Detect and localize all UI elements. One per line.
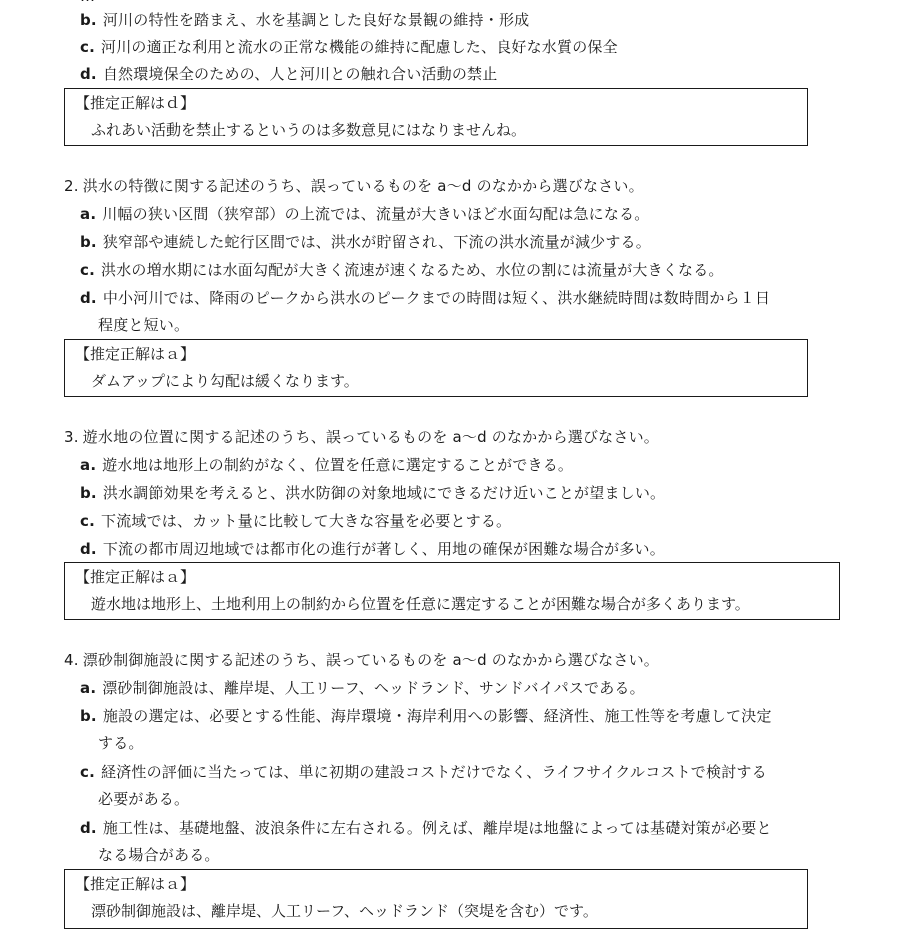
option-text: 河川の特性を踏まえ、水を基調とした良好な景観の維持・形成	[102, 11, 530, 29]
option-letter: c.	[80, 512, 95, 530]
q4-option-a	[80, 679, 645, 697]
answer-text: 漂砂制御施設は、離岸堤、人工リーフ、ヘッドランド（突堤を含む）です。	[91, 902, 598, 920]
option-text: 下流の都市周辺地域では都市化の進行が著しく、用地の確保が困難な場合が多い。	[102, 540, 665, 558]
option-text: 施工性は、基礎地盤、波浪条件に左右される。例えば、離岸堤は地盤によっては基礎対策が必要と	[102, 819, 772, 837]
option-text: 遊水地は地形上の制約がなく、位置を任意に選定することができる。	[102, 456, 574, 474]
question-number: 3.	[64, 428, 79, 446]
option-letter: b.	[80, 11, 97, 29]
answer-title: 【推定正解はａ】	[75, 345, 196, 363]
option-letter: b.	[80, 707, 97, 725]
option-text: 漂砂制御施設は、離岸堤、人工リーフ、ヘッドランド、サンドバイパスである。	[102, 679, 645, 697]
q4-option-d-continuation: なる場合がある。	[98, 846, 220, 864]
q1-answer-box	[64, 88, 808, 146]
q2-answer-box	[64, 339, 808, 397]
q2-question	[64, 177, 644, 195]
q4-option-c	[80, 763, 767, 781]
option-letter: d.	[80, 289, 97, 307]
option-letter: c.	[80, 261, 95, 279]
option-text: 河川の適正な利用と流水の正常な機能の維持に配慮した、良好な水質の保全	[101, 38, 618, 56]
q3-option-b	[80, 484, 665, 502]
q3-question	[64, 428, 659, 446]
option-letter: d.	[80, 540, 97, 558]
q1-option-d	[80, 65, 497, 83]
option-text: 経済性の評価に当たっては、単に初期の建設コストだけでなく、ライフサイクルコストで検討する	[101, 763, 767, 781]
q3-answer-box	[64, 562, 840, 620]
option-letter: b.	[80, 484, 97, 502]
q3-option-a	[80, 456, 573, 474]
q2-option-b	[80, 233, 651, 251]
option-letter: a.	[80, 679, 97, 697]
answer-text: ダムアップにより勾配は緩くなります。	[91, 372, 359, 390]
q3-option-d	[80, 540, 665, 558]
answer-title: 【推定正解はｄ】	[75, 94, 196, 112]
q4-option-c-continuation: 必要がある。	[98, 790, 190, 808]
option-letter: d.	[80, 65, 97, 83]
option-letter: c.	[80, 763, 95, 781]
option-letter: a.	[80, 205, 97, 223]
option-text: 川幅の狭い区間（狭窄部）の上流では、流量が大きいほど水面勾配は急になる。	[102, 205, 650, 223]
q2-option-d	[80, 289, 770, 307]
answer-text: 遊水地は地形上、土地利用上の制約から位置を任意に選定することが困難な場合が多くあります。	[91, 595, 750, 613]
option-letter: d.	[80, 819, 97, 837]
answer-title: 【推定正解はａ】	[75, 568, 196, 586]
q4-answer-box	[64, 869, 808, 929]
question-text: 漂砂制御施設に関する記述のうち、誤っているものを a～d のなかから選びなさい。	[82, 651, 659, 669]
option-text: 狭窄部や連続した蛇行区間では、洪水が貯留され、下流の洪水流量が減少する。	[102, 233, 651, 251]
option-letter: a.	[80, 456, 97, 474]
q1-option-b	[80, 11, 529, 29]
question-number: 2.	[64, 177, 79, 195]
q1-option-c	[80, 38, 618, 56]
option-text: 洪水の増水期には水面勾配が大きく流速が速くなるため、水位の割には流量が大きくなる。	[101, 261, 724, 279]
question-number: 4.	[64, 651, 79, 669]
option-text: 洪水調節効果を考えると、洪水防御の対象地域にできるだけ近いことが望ましい。	[102, 484, 666, 502]
question-text: 洪水の特徴に関する記述のうち、誤っているものを a～d のなかから選びなさい。	[82, 177, 644, 195]
question-text: 遊水地の位置に関する記述のうち、誤っているものを a～d のなかから選びなさい。	[82, 428, 659, 446]
answer-title: 【推定正解はａ】	[75, 875, 196, 893]
option-text: 下流域では、カット量に比較して大きな容量を必要とする。	[101, 512, 512, 530]
q4-option-d	[80, 819, 772, 837]
q1-cut-off-fragment	[80, 0, 95, 5]
option-letter: c.	[80, 38, 95, 56]
option-text: 施設の選定は、必要とする性能、海岸環境・海岸利用への影響、経済性、施工性等を考慮して決定	[102, 707, 772, 725]
option-text: 自然環境保全のための、人と河川との触れ合い活動の禁止	[102, 65, 498, 83]
answer-text: ふれあい活動を禁止するというのは多数意見にはなりませんね。	[91, 121, 527, 139]
q2-option-a	[80, 205, 649, 223]
q4-option-b	[80, 707, 772, 725]
q3-option-c	[80, 512, 511, 530]
option-text: 中小河川では、降雨のピークから洪水のピークまでの時間は短く、洪水継続時間は数時間から１日	[102, 289, 771, 307]
q2-option-d-continuation: 程度と短い。	[98, 316, 190, 334]
q4-question	[64, 651, 659, 669]
q4-option-b-continuation: する。	[98, 734, 144, 752]
option-letter: b.	[80, 233, 97, 251]
q2-option-c	[80, 261, 724, 279]
